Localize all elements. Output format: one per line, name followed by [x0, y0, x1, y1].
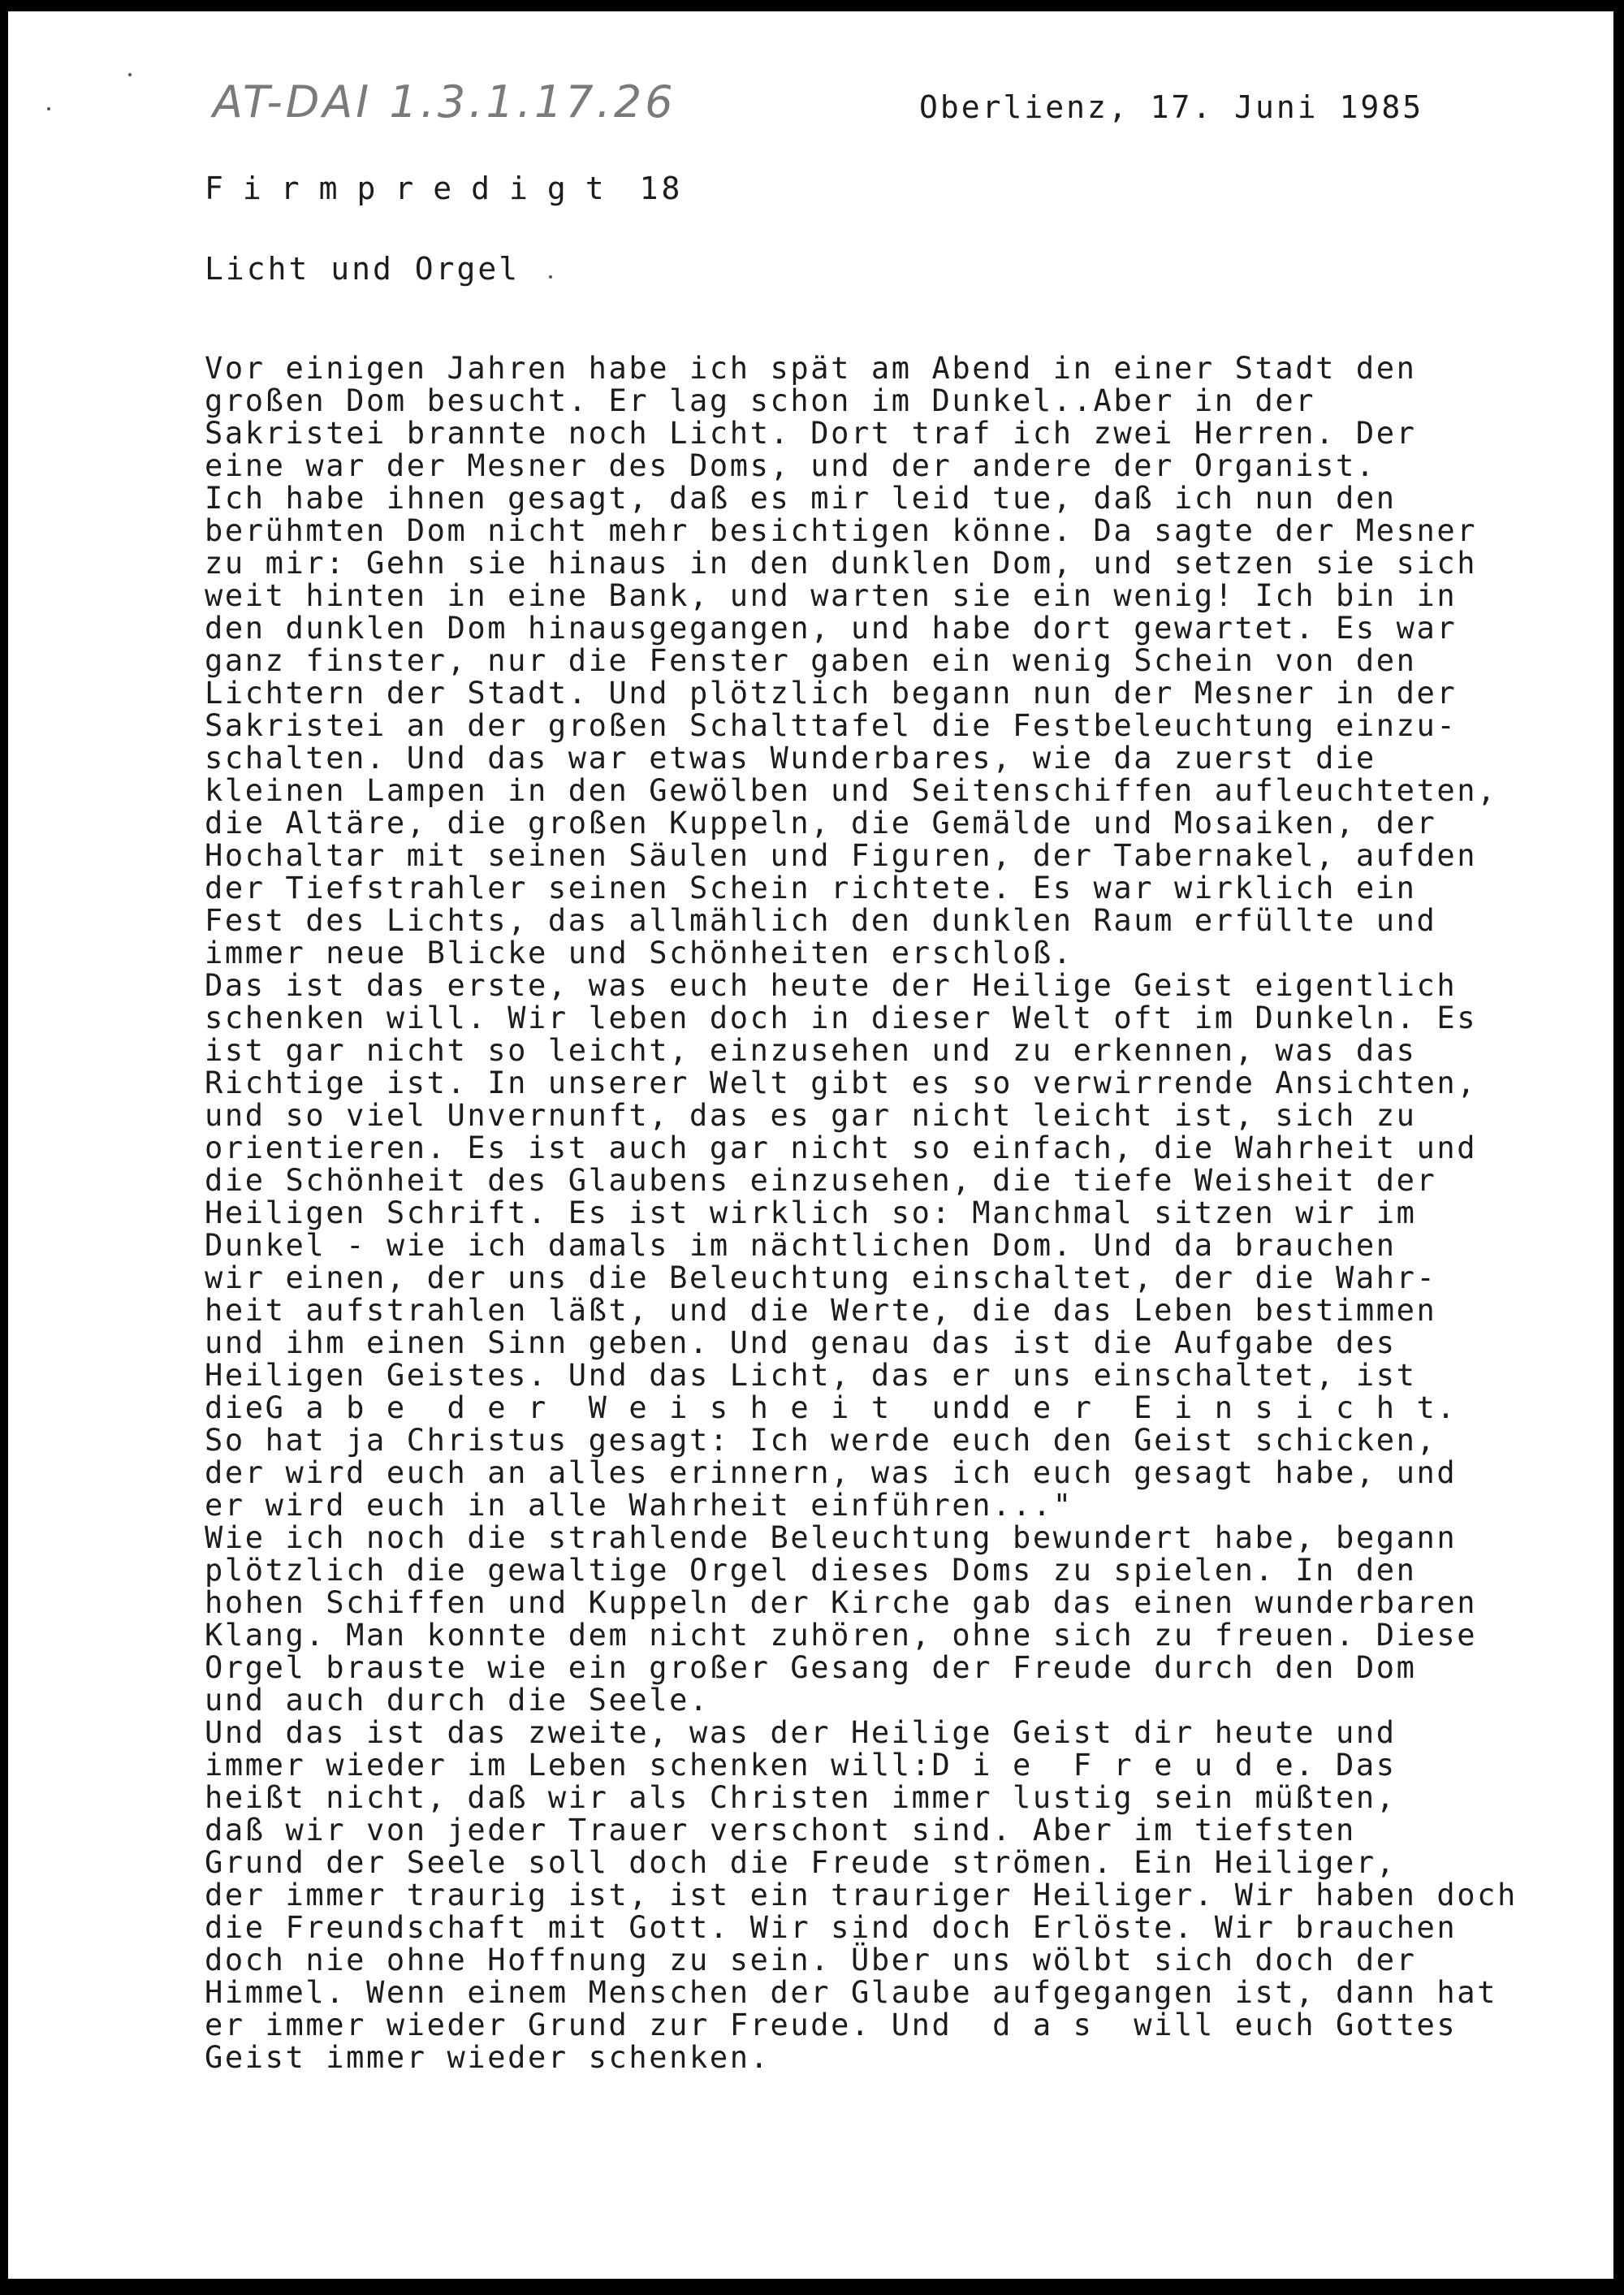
text-line: den dunklen Dom hinausgegangen, und habe dort gewartet. Es war [205, 611, 1458, 646]
text-line: doch nie ohne Hoffnung zu sein. Über uns wölbt sich doch der [205, 1943, 1417, 1977]
text-line: ganz finster, nur die Fenster gaben ein wenig Schein von den [205, 643, 1417, 678]
text-line: plötzlich die gewaltige Orgel dieses Doms zu spielen. In den [205, 1553, 1417, 1588]
text-line: er immer wieder Grund zur Freude. Und d a s will euch Gottes [205, 2008, 1458, 2042]
archive-signature: AT-DAI 1.3.1.17.26 [213, 76, 676, 128]
text-line: Grund der Seele soll doch die Freude strömen. Ein Heiliger, [205, 1845, 1397, 1880]
text-line: er wird euch in alle Wahrheit einführen..." [205, 1488, 1073, 1523]
text-line: und ihm einen Sinn geben. Und genau das ist die Aufgabe des [205, 1325, 1397, 1360]
text-line: Hochaltar mit seinen Säulen und Figuren, der Tabernakel, aufden [205, 838, 1478, 873]
text-line: dieG a b e d e r W e i s h e i t undd e r E i n s i c h t. [205, 1390, 1458, 1425]
text-line: Himmel. Wenn einem Menschen der Glaube aufgegangen ist, dann hat [205, 1975, 1498, 2010]
text-line: weit hinten in eine Bank, und warten sie ein wenig! Ich bin in [205, 578, 1458, 613]
text-line: zu mir: Gehn sie hinaus in den dunklen Dom, und setzen sie sich [205, 546, 1478, 581]
text-line: eine war der Mesner des Doms, und der andere der Organist. [205, 448, 1376, 483]
text-line: Das ist das erste, was euch heute der Heilige Geist eigentlich [205, 968, 1458, 1003]
text-line: Dunkel - wie ich damals im nächtlichen Dom. Und da brauchen [205, 1228, 1397, 1263]
text-line: wir einen, der uns die Beleuchtung einschaltet, der die Wahr- [205, 1260, 1437, 1295]
scan-speck [128, 73, 132, 76]
text-line: und so viel Unvernunft, das es gar nicht leicht ist, sich zu [205, 1098, 1417, 1133]
text-line: Sakristei brannte noch Licht. Dort traf ich zwei Herren. Der [205, 416, 1417, 451]
text-line: der immer traurig ist, ist ein trauriger Heiliger. Wir haben doch [205, 1878, 1518, 1912]
text-line: Geist immer wieder schenken. [205, 2040, 771, 2075]
text-line: die Altäre, die großen Kuppeln, die Gemälde und Mosaiken, der [205, 806, 1437, 841]
sermon-subtitle: Licht und Orgel [205, 251, 520, 287]
text-line: hohen Schiffen und Kuppeln der Kirche gab das einen wunderbaren [205, 1585, 1478, 1620]
text-line: der wird euch an alles erinnern, was ich euch gesagt habe, und [205, 1455, 1458, 1490]
text-line: schalten. Und das war etwas Wunderbares, wie da zuerst die [205, 741, 1376, 776]
heading-number: 18 [639, 171, 684, 206]
text-line: Vor einigen Jahren habe ich spät am Abend in einer Stadt den [205, 351, 1417, 386]
text-line: und auch durch die Seele. [205, 1683, 710, 1718]
text-line: großen Dom besucht. Er lag schon im Dunkel..Aber in der [205, 383, 1316, 418]
sermon-heading [205, 171, 683, 206]
text-line: heißt nicht, daß wir als Christen immer lustig sein müßten, [205, 1780, 1397, 1815]
sermon-body [205, 352, 1601, 2074]
text-line: Heiligen Schrift. Es ist wirklich so: Manchmal sitzen wir im [205, 1195, 1417, 1230]
text-line: schenken will. Wir leben doch in dieser Welt oft im Dunkeln. Es [205, 1001, 1478, 1035]
scan-speck [549, 275, 552, 279]
place-date: Oberlienz, 17. Juni 1985 [919, 89, 1424, 125]
text-line: Und das ist das zweite, was der Heilige Geist dir heute und [205, 1715, 1397, 1750]
text-line: Sakristei an der großen Schalttafel die Festbeleuchtung einzu- [205, 708, 1458, 743]
text-line: die Schönheit des Glaubens einzusehen, die tiefe Weisheit der [205, 1163, 1437, 1198]
text-line: immer wieder im Leben schenken will:D i e F r e u d e. Das [205, 1748, 1397, 1783]
text-line: immer neue Blicke und Schönheiten erschloß. [205, 936, 1073, 970]
text-line: kleinen Lampen in den Gewölben und Seitenschiffen aufleuchteten, [205, 773, 1498, 808]
text-line: Orgel brauste wie ein großer Gesang der Freude durch den Dom [205, 1650, 1417, 1685]
text-line: Heiligen Geistes. Und das Licht, das er uns einschaltet, ist [205, 1358, 1417, 1393]
scan-speck [47, 107, 50, 110]
text-line: daß wir von jeder Trauer verschont sind. Aber im tiefsten [205, 1813, 1356, 1848]
text-line: Wie ich noch die strahlende Beleuchtung bewundert habe, begann [205, 1520, 1458, 1555]
text-line: ist gar nicht so leicht, einzusehen und zu erkennen, was das [205, 1033, 1417, 1068]
text-line: die Freundschaft mit Gott. Wir sind doch Erlöste. Wir brauchen [205, 1910, 1458, 1945]
text-line: orientieren. Es ist auch gar nicht so einfach, die Wahrheit und [205, 1130, 1478, 1165]
text-line: Klang. Man konnte dem nicht zuhören, ohne sich zu freuen. Diese [205, 1618, 1478, 1653]
text-line: Lichtern der Stadt. Und plötzlich begann nun der Mesner in der [205, 676, 1458, 711]
text-line: Fest des Lichts, das allmählich den dunklen Raum erfüllte und [205, 903, 1437, 938]
text-line: berühmten Dom nicht mehr besichtigen könne. Da sagte der Mesner [205, 513, 1478, 548]
text-line: So hat ja Christus gesagt: Ich werde euch den Geist schicken, [205, 1423, 1437, 1458]
text-line: Richtige ist. In unserer Welt gibt es so verwirrende Ansichten, [205, 1065, 1478, 1100]
text-line: der Tiefstrahler seinen Schein richtete. Es war wirklich ein [205, 871, 1417, 905]
heading-title: Firmpredigt [205, 171, 624, 206]
text-line: Ich habe ihnen gesagt, daß es mir leid tue, daß ich nun den [205, 481, 1397, 516]
text-line: heit aufstrahlen läßt, und die Werte, die das Leben bestimmen [205, 1293, 1437, 1328]
document-page [8, 11, 1613, 2279]
